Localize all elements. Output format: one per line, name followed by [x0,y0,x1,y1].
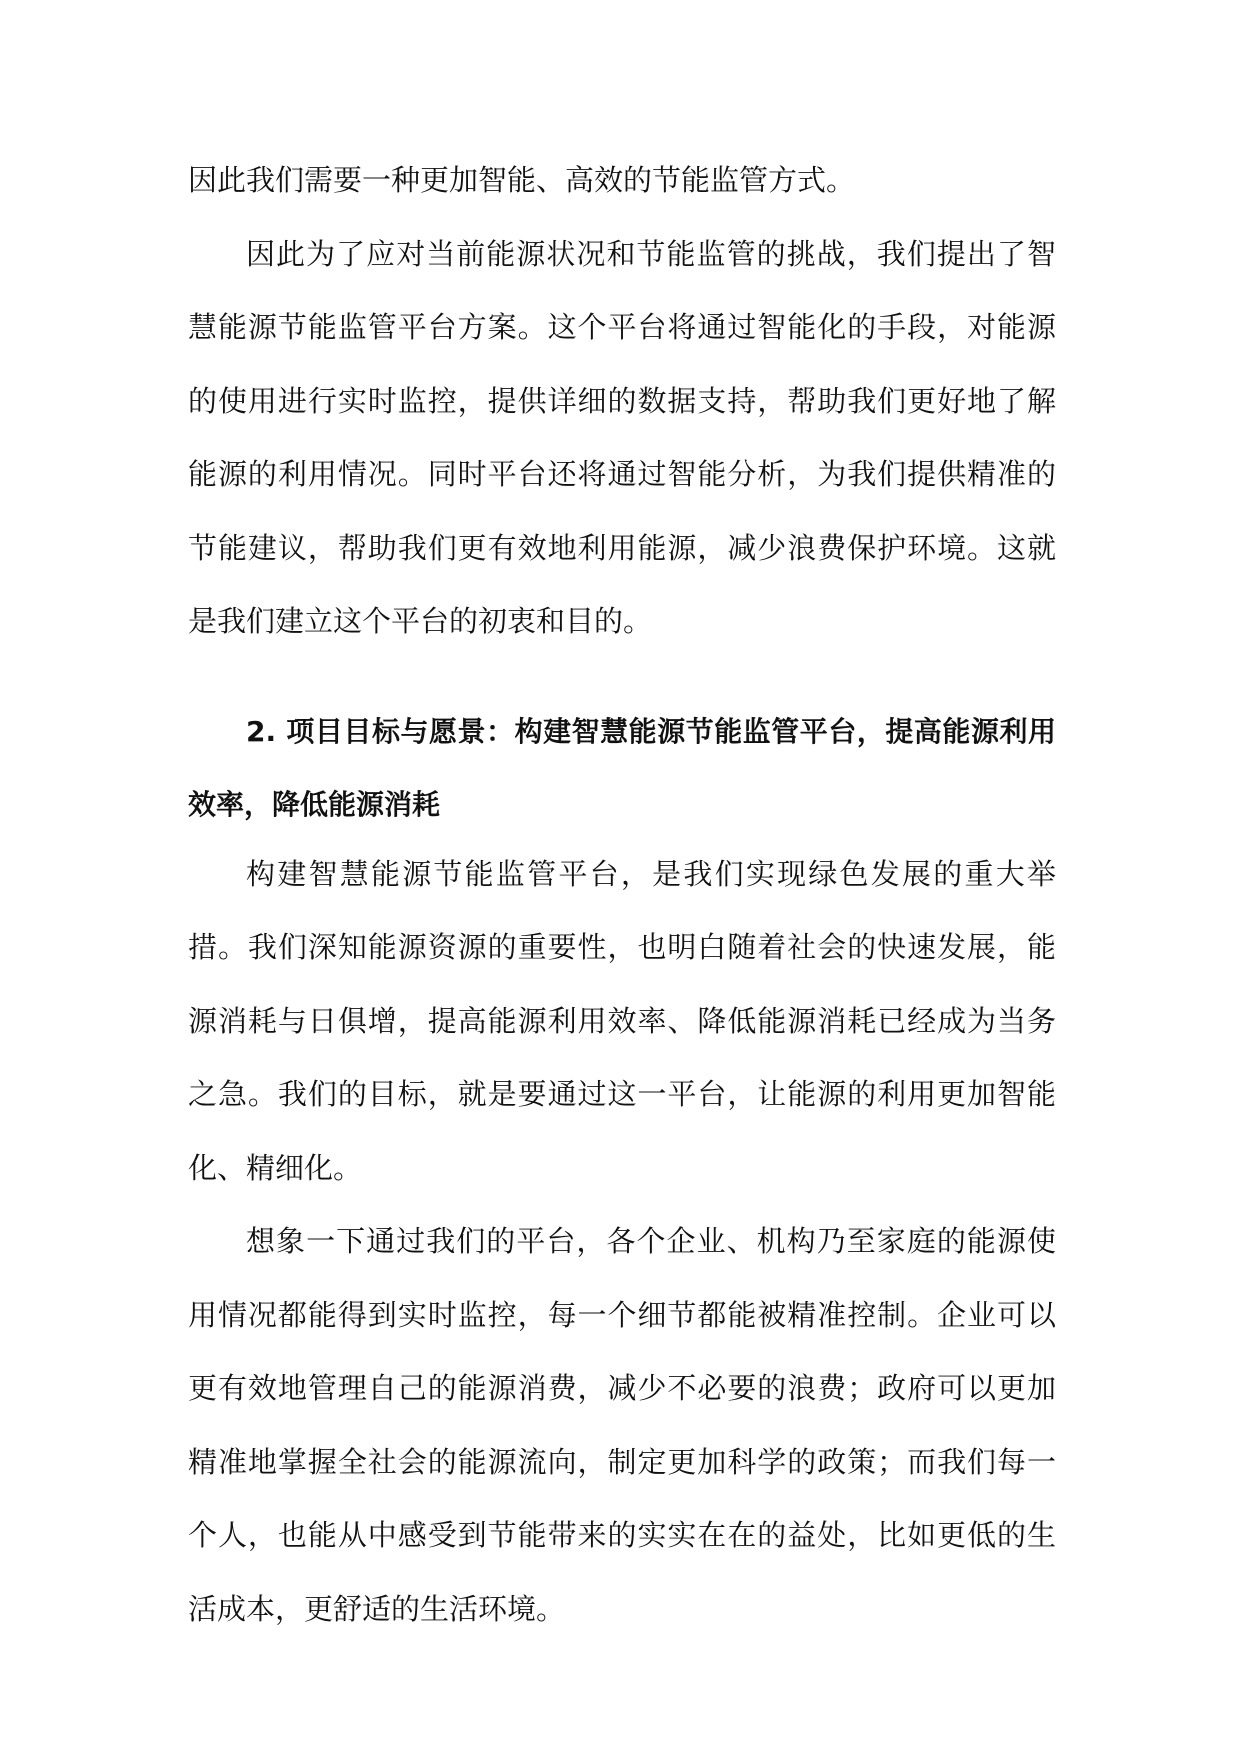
paragraph-platform-proposal: 因此为了应对当前能源状况和节能监管的挑战，我们提出了智慧能源节能监管平台方案。这个平台将通过智能化的手段，对能源的使用进行实时监控，提供详细的数据支持，帮助我们更好地了解能源的利用情况。同时平台还将通过智能分析，为我们提供精准的节能建议，帮助我们更有效地利用能源，减少浪费保护环境。这就是我们建立这个平台的初衷和目的。 [188,236,1056,638]
paragraph-goal: 构建智慧能源节能监管平台，是我们实现绿色发展的重大举措。我们深知能源资源的重要性，也明白随着社会的快速发展，能源消耗与日俱增，提高能源利用效率、降低能源消耗已经成为当务之急。我们的目标，就是要通过这一平台，让能源的利用更加智能化、精细化。 [188,856,1056,1185]
section-heading: 2. 项目目标与愿景：构建智慧能源节能监管平台，提高能源利用效率，降低能源消耗 [188,714,1056,821]
page-body [188,144,1056,1646]
paragraph-intro-continuation: 因此我们需要一种更加智能、高效的节能监管方式。 [188,163,856,197]
paragraph-vision: 想象一下通过我们的平台，各个企业、机构乃至家庭的能源使用情况都能得到实时监控，每一个细节都能被精准控制。企业可以更有效地管理自己的能源消费，减少不必要的浪费；政府可以更加精准地掌握全社会的能源流向，制定更加科学的政策；而我们每一个人，也能从中感受到节能带来的实实在在的益处，比如更低的生活成本，更舒适的生活环境。 [188,1224,1056,1626]
